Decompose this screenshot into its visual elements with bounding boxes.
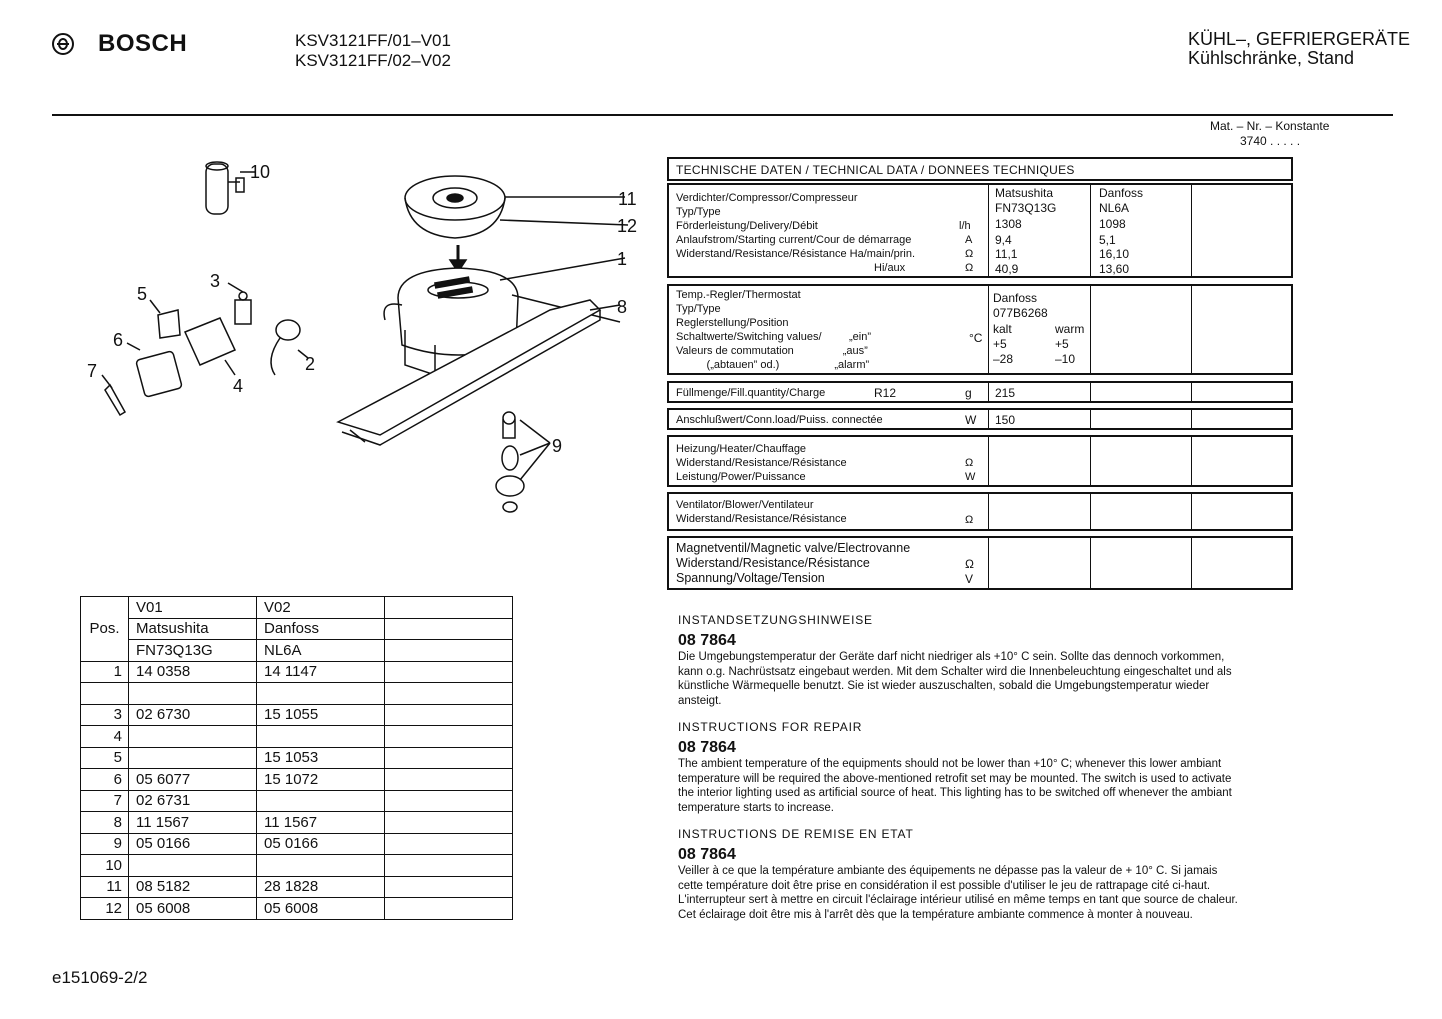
parts-cell-v02 — [257, 855, 385, 877]
header-type-empty — [385, 640, 513, 662]
label-5: 5 — [137, 284, 148, 304]
clip-part — [158, 310, 180, 338]
thermo-kalt: kalt — [993, 322, 1012, 336]
blower-row-1: Widerstand/Resistance/Résistance — [676, 513, 847, 525]
parts-cell-extra — [385, 898, 513, 920]
parts-cell-extra — [385, 747, 513, 769]
valve-unit-1: Ω — [965, 557, 974, 571]
thermostat-block — [667, 284, 1293, 375]
blower-block — [667, 492, 1293, 531]
mat-nr — [1210, 119, 1329, 149]
thermo-make: Danfoss — [993, 291, 1038, 305]
parts-cell-pos: 10 — [81, 855, 129, 877]
cap-part — [271, 320, 300, 375]
note-en-code: 08 7864 — [678, 738, 736, 756]
parts-cell-v02 — [257, 790, 385, 812]
label-2: 2 — [305, 354, 316, 374]
parts-cell-pos: 3 — [81, 704, 129, 726]
parts-cell-extra — [385, 704, 513, 726]
relay-part — [235, 292, 251, 324]
note-fr-text: Veiller à ce que la température ambiante des équipements ne dépasse pas la valeur de + 10° C. Si jamais cette température doit être prise en considération il est possible d'utiliser le jeu de rattrapage cité ci-haut. L'interrupteur sert à mettre en circuit l'éclairage intérieur utilisé en même temps en tant que source de chaleur. Cet éclairage doit être mis à l'arrêt dès que la température ambiante commence à monter à nouveau. — [678, 865, 1238, 921]
comp-v01-2: 1308 — [995, 217, 1022, 231]
parts-cell-v01 — [129, 726, 257, 748]
label-4: 4 — [233, 376, 244, 396]
comp-row-1: Typ/Type — [676, 206, 721, 218]
parts-cell-v01: 02 6731 — [129, 790, 257, 812]
parts-row — [81, 704, 513, 726]
label-7: 7 — [87, 361, 98, 381]
parts-cell-pos: 4 — [81, 726, 129, 748]
note-fr — [678, 827, 1238, 922]
comp-v01-0: Matsushita — [995, 186, 1054, 200]
parts-cell-v02: 05 6008 — [257, 898, 385, 920]
label-8: 8 — [617, 297, 628, 317]
comp-unit-3: A — [965, 234, 973, 246]
thermo-row-3: Schaltwerte/Switching values/ „ein” — [676, 331, 872, 343]
note-en-text: The ambient temperature of the equipments should not be lower than +10° C; whenever this lower ambiant temperature will be required the above-mentioned retrofit set may be mounted. The switch is used to activate the interior lighting used as artificial source of heat. This lighting has to be switched off whenever the ambiant temperature starts to increase. — [678, 758, 1232, 814]
parts-row — [81, 833, 513, 855]
parts-row — [81, 876, 513, 898]
comp-row-0: Verdichter/Compressor/Compresseur — [676, 192, 858, 204]
capacitor-part — [206, 162, 244, 214]
parts-cell-extra — [385, 683, 513, 705]
charge-block — [667, 381, 1293, 403]
thermo-row-1: Typ/Type — [676, 303, 721, 315]
parts-row — [81, 747, 513, 769]
parts-cell-extra — [385, 661, 513, 683]
label-9: 9 — [552, 436, 563, 456]
thermo-row-2: Reglerstellung/Position — [676, 317, 789, 329]
comp-v01-3: 9,4 — [995, 233, 1012, 247]
label-11: 11 — [618, 189, 637, 209]
comp-unit-5: Ω — [965, 262, 974, 274]
mat-nr-value: 3740 . . . . . — [1240, 134, 1301, 148]
repair-notes — [678, 613, 1238, 934]
load-unit: W — [965, 413, 977, 427]
parts-row — [81, 790, 513, 812]
thermo-row-5: („abtauen” od.) „alarm” — [676, 359, 870, 371]
heater-block — [667, 435, 1293, 487]
label-1: 1 — [617, 249, 628, 269]
label-3: 3 — [210, 271, 221, 291]
comp-unit-2: l/h — [959, 220, 971, 232]
parts-cell-pos: 8 — [81, 812, 129, 834]
exploded-parts-diagram — [80, 150, 660, 530]
heater-row-2: Leistung/Power/Puissance — [676, 471, 806, 483]
parts-cell-v02: 05 0166 — [257, 833, 385, 855]
label-6: 6 — [113, 330, 124, 350]
parts-cell-extra — [385, 833, 513, 855]
parts-cell-v02: 11 1567 — [257, 812, 385, 834]
bracket-part — [105, 385, 125, 415]
charge-refrigerant: R12 — [874, 386, 897, 400]
valve-row-2: Spannung/Voltage/Tension — [676, 571, 825, 585]
load-value: 150 — [995, 413, 1016, 427]
header-type-v02: NL6A — [257, 640, 385, 662]
valve-unit-2: V — [965, 572, 974, 586]
parts-cell-v01: 05 6077 — [129, 769, 257, 791]
heater-unit-1: Ω — [965, 457, 974, 469]
parts-cell-v01: 08 5182 — [129, 876, 257, 898]
mounting-kit-part — [496, 412, 524, 512]
load-label: Anschlußwert/Conn.load/Puiss. connectée — [676, 414, 883, 426]
note-fr-heading: INSTRUCTIONS DE REMISE EN ETAT — [678, 827, 914, 841]
comp-v02-0: Danfoss — [1099, 186, 1144, 200]
parts-cell-v01 — [129, 683, 257, 705]
note-de-text: Die Umgebungstemperatur der Geräte darf nicht niedriger als +10° C sein. Sollte das dennoch vorkommen, kann o.g. Nachrüstsatz eingebaut werden. Mit dem Schalter wird die Innenbeleuchtung eingeschaltet und als künstliche Wärmequelle benutzt. Sie ist wieder auszuschalten, sobald die Umgebungstemperatur wieder ansteigt. — [678, 651, 1232, 707]
parts-cell-v01: 05 0166 — [129, 833, 257, 855]
parts-cell-v02: 14 1147 — [257, 661, 385, 683]
parts-cell-v01: 02 6730 — [129, 704, 257, 726]
starter-relay-part — [185, 318, 235, 365]
tech-data-header — [667, 157, 1293, 181]
thermo-row-4: Valeurs de commutation „aus” — [676, 345, 868, 357]
parts-cell-pos: 11 — [81, 876, 129, 898]
label-10: 10 — [250, 162, 271, 182]
parts-cell-v02 — [257, 726, 385, 748]
parts-row — [81, 683, 513, 705]
heater-unit-2: W — [965, 471, 976, 483]
valve-block — [667, 536, 1293, 590]
label-12: 12 — [617, 216, 638, 236]
comp-v01-1: FN73Q13G — [995, 201, 1057, 215]
parts-table — [80, 596, 513, 920]
charge-label: Füllmenge/Fill.quantity/Charge — [676, 387, 826, 399]
comp-v02-2: 1098 — [1099, 217, 1126, 231]
thermo-off-warm: –10 — [1055, 352, 1076, 366]
load-block — [667, 408, 1293, 430]
thermo-unit: °C — [969, 331, 983, 345]
parts-cell-v02: 15 1053 — [257, 747, 385, 769]
parts-cell-extra — [385, 812, 513, 834]
parts-cell-pos: 6 — [81, 769, 129, 791]
thermo-type: 077B6268 — [993, 306, 1048, 320]
parts-cell-pos: 12 — [81, 898, 129, 920]
charge-unit: g — [965, 386, 972, 400]
comp-row-2: Förderleistung/Delivery/Débit — [676, 220, 818, 232]
brand-name: BOSCH — [98, 30, 188, 57]
header-type-v01: FN73Q13G — [129, 640, 257, 662]
valve-row-0: Magnetventil/Magnetic valve/Electrovanne — [676, 541, 911, 555]
model-numbers — [295, 31, 451, 71]
bosch-armature-icon — [52, 33, 74, 55]
parts-cell-v02: 15 1072 — [257, 769, 385, 791]
note-en — [678, 720, 1238, 815]
blower-row-0: Ventilator/Blower/Ventilateur — [676, 499, 814, 511]
blower-unit-1: Ω — [965, 514, 974, 526]
evaporation-tray-part — [405, 176, 505, 238]
parts-row — [81, 726, 513, 748]
category-line-1: KÜHL–, GEFRIERGERÄTE — [1187, 29, 1410, 49]
header-rule — [52, 114, 1393, 116]
header-make-empty — [385, 618, 513, 640]
parts-cell-v01: 14 0358 — [129, 661, 257, 683]
parts-cell-extra — [385, 726, 513, 748]
note-en-heading: INSTRUCTIONS FOR REPAIR — [678, 720, 863, 734]
parts-cell-extra — [385, 769, 513, 791]
header-empty — [385, 597, 513, 619]
parts-cell-v01: 11 1567 — [129, 812, 257, 834]
document-id: e151069-2/2 — [52, 968, 148, 987]
compressor-block — [667, 183, 1293, 278]
parts-cell-extra — [385, 790, 513, 812]
parts-cell-pos: 9 — [81, 833, 129, 855]
thermo-row-0: Temp.-Regler/Thermostat — [676, 289, 801, 301]
mat-nr-label: Mat. – Nr. – Konstante — [1210, 119, 1330, 133]
category-line-2: Kühlschränke, Stand — [1187, 48, 1355, 68]
parts-row — [81, 661, 513, 683]
parts-cell-v01: 05 6008 — [129, 898, 257, 920]
parts-cell-v02 — [257, 683, 385, 705]
comp-unit-4: Ω — [965, 248, 974, 260]
parts-cell-pos — [81, 683, 129, 705]
comp-v02-3: 5,1 — [1099, 233, 1116, 247]
heater-row-1: Widerstand/Resistance/Résistance — [676, 457, 847, 469]
thermo-off-kalt: –28 — [993, 352, 1014, 366]
model-1: KSV3121FF/01–V01 — [295, 31, 451, 50]
parts-row — [81, 769, 513, 791]
parts-row — [81, 812, 513, 834]
parts-cell-pos: 5 — [81, 747, 129, 769]
pos-header: Pos. — [81, 597, 129, 662]
note-de-heading: INSTANDSETZUNGSHINWEISE — [678, 613, 873, 627]
comp-row-5: Hi/aux — [874, 262, 906, 274]
valve-row-1: Widerstand/Resistance/Résistance — [676, 556, 870, 570]
comp-v01-5: 40,9 — [995, 262, 1019, 276]
parts-row — [81, 898, 513, 920]
parts-cell-v01 — [129, 747, 257, 769]
category — [1188, 30, 1410, 68]
parts-cell-v01 — [129, 855, 257, 877]
thermo-on-warm: +5 — [1055, 337, 1069, 351]
parts-cell-v02: 15 1055 — [257, 704, 385, 726]
comp-row-3: Anlaufstrom/Starting current/Cour de démarrage — [676, 234, 912, 246]
parts-cell-extra — [385, 876, 513, 898]
charge-value: 215 — [995, 386, 1016, 400]
header-v02: V02 — [257, 597, 385, 619]
note-de — [678, 613, 1238, 708]
header-make-v01: Matsushita — [129, 618, 257, 640]
comp-v01-4: 11,1 — [995, 247, 1018, 261]
comp-v02-5: 13,60 — [1099, 262, 1130, 276]
parts-cell-extra — [385, 855, 513, 877]
heater-row-0: Heizung/Heater/Chauffage — [676, 443, 807, 455]
model-2: KSV3121FF/02–V02 — [295, 51, 451, 70]
parts-cell-pos: 7 — [81, 790, 129, 812]
protector-part — [136, 351, 183, 398]
header-v01: V01 — [129, 597, 257, 619]
header-make-v02: Danfoss — [257, 618, 385, 640]
comp-v02-1: NL6A — [1099, 201, 1130, 215]
parts-cell-v02: 28 1828 — [257, 876, 385, 898]
brand-logo — [52, 30, 187, 58]
note-de-code: 08 7864 — [678, 631, 736, 649]
thermo-warm: warm — [1055, 322, 1085, 336]
comp-row-4: Widerstand/Resistance/Résistance Ha/main/prin. — [676, 248, 916, 260]
comp-v02-4: 16,10 — [1099, 247, 1130, 261]
parts-row — [81, 855, 513, 877]
parts-cell-pos: 1 — [81, 661, 129, 683]
note-fr-code: 08 7864 — [678, 845, 736, 863]
tech-data-title: TECHNISCHE DATEN / TECHNICAL DATA / DONNEES TECHNIQUES — [676, 163, 1075, 177]
thermo-on-kalt: +5 — [993, 337, 1007, 351]
